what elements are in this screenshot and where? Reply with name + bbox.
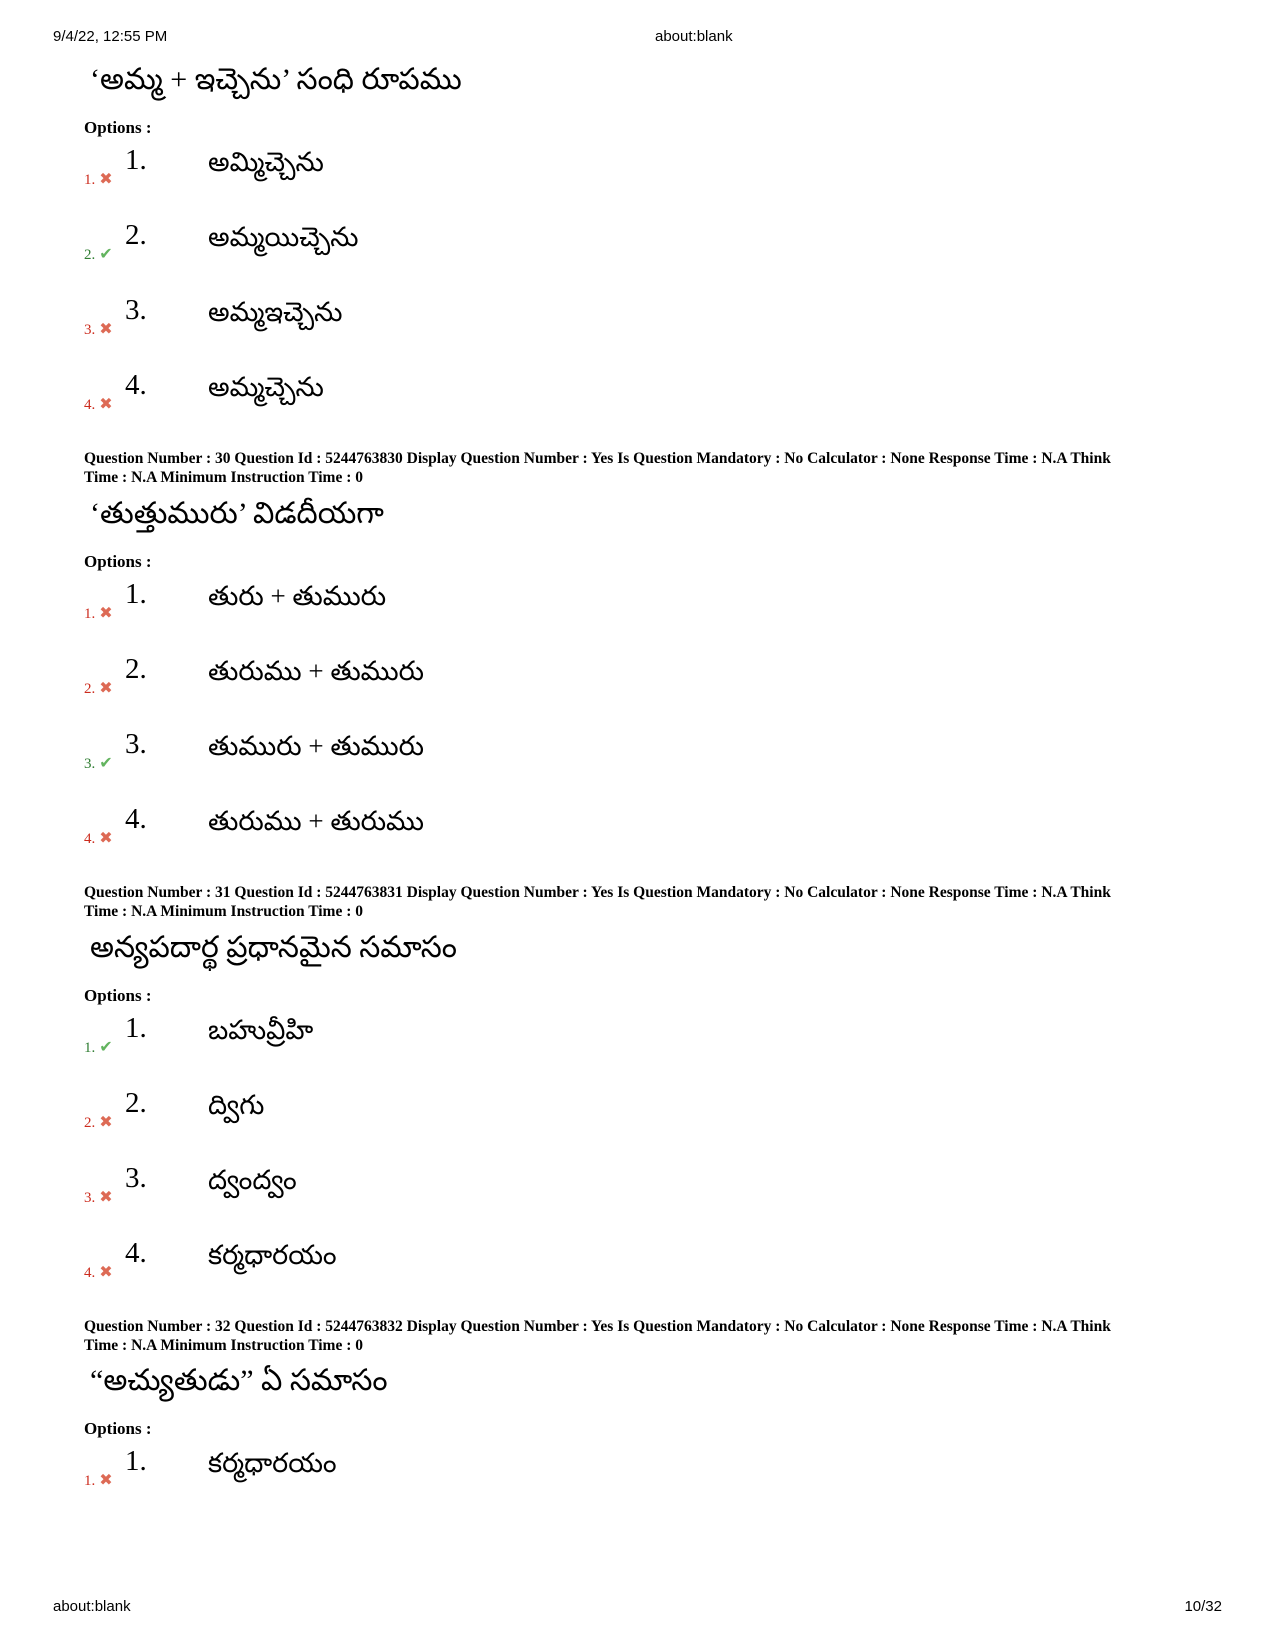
cross-icon: ✖ [99,394,113,413]
cross-icon: ✖ [99,319,113,338]
page-header [53,28,1222,48]
option-text: అమ్మయిచ్చెను [208,222,359,252]
option-row [84,1441,1189,1489]
check-icon: ✔ [99,752,113,772]
cross-icon: ✖ [99,1186,113,1206]
option-number: 1. [125,1445,147,1478]
question-text: ‘తుత్తుమురు’ విడదీయగా [90,496,384,530]
check-icon: ✔ [99,244,113,263]
correct-marker [84,1037,113,1057]
option-row [84,290,1189,338]
marker-number: 4. [84,1264,96,1281]
option-text: తురుము + తుమురు [208,655,424,686]
marker-number: 1. [84,172,96,188]
wrong-marker [84,603,113,623]
question-block [84,883,1189,1281]
marker-number: 3. [84,1189,96,1206]
option-number: 2. [125,219,147,251]
option-text: కర్మధారయం [208,1239,337,1270]
question-metadata-line: Time : N.A Minimum Instruction Time : 0 [84,469,364,487]
option-row [84,1158,1189,1206]
options-label: Options : [84,985,152,1005]
question-metadata-line: Question Number : 30 Question Id : 5244763830 Display Question Number : Yes Is Question Mandatory : No Calculator : None Response Time : N.A Think [84,450,1111,467]
question-text: అన్యపదార్థ ప్రధానమైన సమాసం [90,930,458,964]
cross-icon: ✖ [99,1111,113,1131]
marker-number: 2. [84,247,96,263]
option-row [84,1008,1189,1056]
option-text: బహువ్రీహి [208,1014,314,1045]
option-number: 3. [125,727,147,760]
option-text: అమ్మఇచ్చెను [208,297,343,327]
question-metadata [84,1317,1162,1356]
header-title: about:blank [655,28,733,45]
cross-icon: ✖ [99,602,113,622]
question-block [84,449,1189,847]
option-text: ద్విగు [208,1089,265,1120]
options-label: Options : [84,551,152,571]
option-number: 4. [125,1236,147,1269]
marker-number: 4. [84,397,96,413]
option-row [84,649,1189,697]
option-text: ద్వంద్వం [208,1164,297,1195]
option-row [84,365,1189,413]
option-text: అమ్మచ్చెను [208,372,324,402]
cross-icon: ✖ [99,827,113,847]
correct-marker [84,244,113,264]
option-row [84,724,1189,772]
question-block [84,1317,1189,1490]
marker-number: 3. [84,322,96,338]
footer-page-number: 10/32 [1184,1598,1222,1615]
option-text: తురుము + తురుము [208,805,424,836]
option-number: 4. [125,369,147,401]
page-content [84,50,1189,1516]
option-number: 1. [125,577,147,610]
question-metadata-line: Question Number : 32 Question Id : 5244763832 Display Question Number : Yes Is Question Mandatory : No Calculator : None Response Time : N.A Think [84,1317,1111,1335]
question-text: “అచ్యుతుడు” ఏ సమాసం [90,1364,388,1398]
wrong-marker [84,1112,113,1132]
option-number: 4. [125,802,147,835]
option-text: తుమురు + తుమురు [208,730,424,761]
question-block [84,62,1189,413]
option-text: కర్మధారయం [208,1448,337,1479]
cross-icon: ✖ [99,169,113,188]
option-number: 1. [125,1011,147,1044]
correct-marker [84,753,113,773]
option-number: 1. [125,144,147,176]
marker-number: 2. [84,680,96,697]
cross-icon: ✖ [99,1261,113,1281]
check-icon: ✔ [99,1036,113,1056]
option-number: 2. [125,652,147,685]
option-row [84,574,1189,622]
header-datetime: 9/4/22, 12:55 PM [53,28,168,45]
option-number: 3. [125,294,147,326]
option-row [84,140,1189,188]
options-label: Options : [84,1419,152,1439]
wrong-marker [84,678,113,698]
marker-number: 2. [84,1114,96,1131]
wrong-marker [84,169,113,189]
option-number: 2. [125,1086,147,1119]
wrong-marker [84,828,113,848]
marker-number: 1. [84,1039,96,1056]
cross-icon: ✖ [99,677,113,697]
wrong-marker [84,1470,113,1490]
option-text: తురు + తుమురు [208,580,387,611]
footer-url: about:blank [53,1598,131,1615]
marker-number: 1. [84,605,96,622]
wrong-marker [84,394,113,414]
cross-icon: ✖ [99,1470,113,1490]
option-row [84,215,1189,263]
option-row [84,799,1189,847]
option-row [84,1233,1189,1281]
options-label: Options : [84,118,152,137]
wrong-marker [84,1262,113,1282]
page-footer [53,1598,1222,1615]
wrong-marker [84,1187,113,1207]
option-number: 3. [125,1161,147,1194]
question-metadata-line: Time : N.A Minimum Instruction Time : 0 [84,1336,364,1354]
question-metadata [84,883,1162,922]
wrong-marker [84,319,113,339]
question-metadata [84,449,1162,488]
option-row [84,1083,1189,1131]
option-text: అమ్మిచ్చెను [208,147,324,177]
question-text: ‘అమ్మ + ఇచ్చెను’ సంధి రూపము [90,63,462,96]
marker-number: 3. [84,755,96,772]
question-metadata-line: Time : N.A Minimum Instruction Time : 0 [84,903,364,921]
marker-number: 1. [84,1473,96,1490]
question-metadata-line: Question Number : 31 Question Id : 5244763831 Display Question Number : Yes Is Question Mandatory : No Calculator : None Response Time : N.A Think [84,883,1111,901]
marker-number: 4. [84,830,96,847]
